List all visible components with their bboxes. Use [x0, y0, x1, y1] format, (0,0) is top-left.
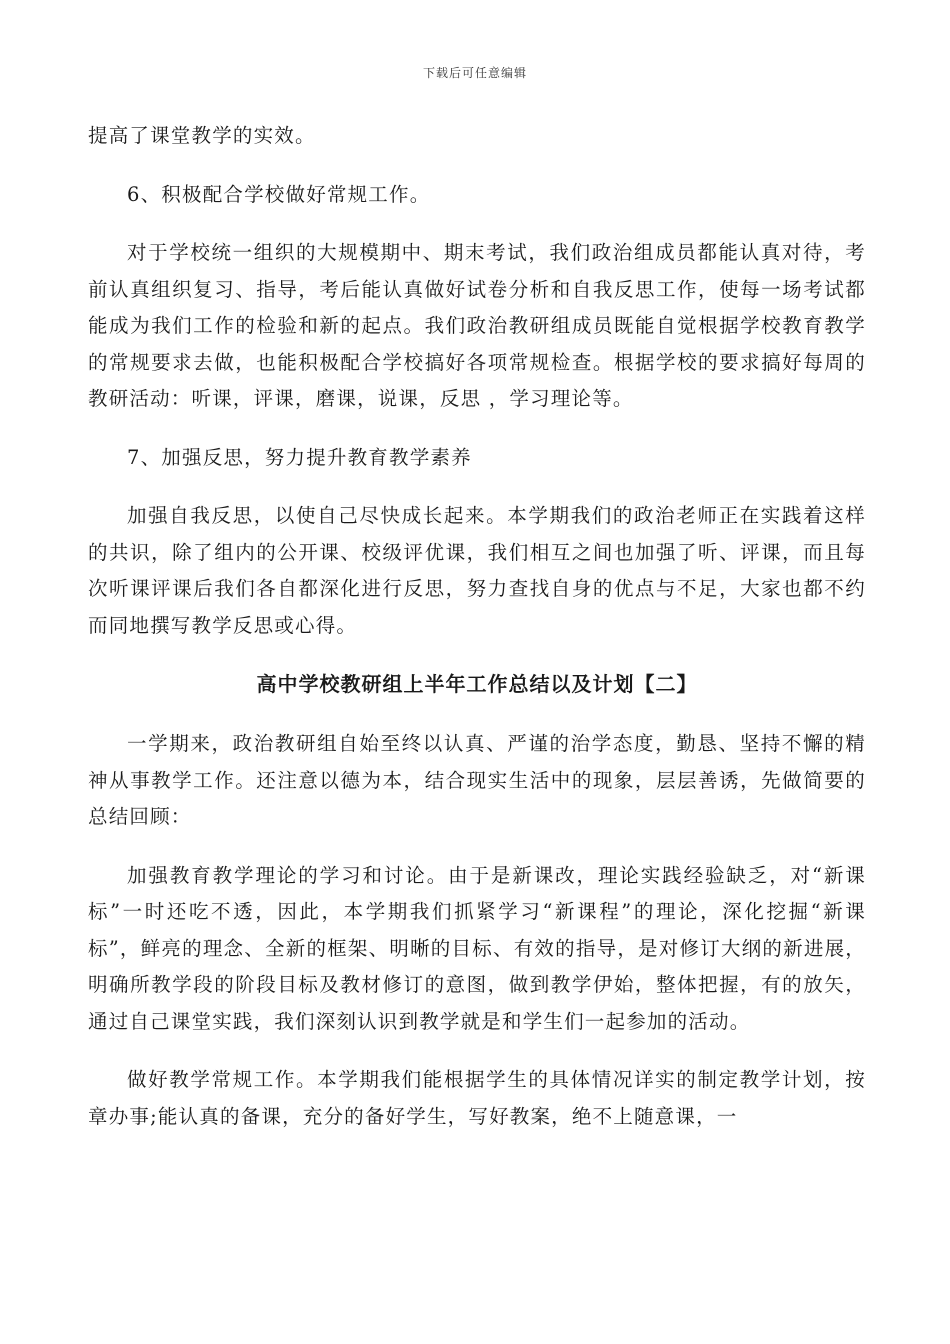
- paragraph-reflection: 加强自我反思，以使自己尽快成长起来。本学期我们的政治老师正在实践着这样的共识，除了组内的公开课、校级评优课，我们相互之间也加强了听、评课，而且每次听课评课后我们各自都深化进行反思，努力查找自身的优点与不足，大家也都不约而同地撰写教学反思或心得。: [88, 504, 866, 637]
- page-header: 下载后可任意编辑: [422, 66, 527, 80]
- item-heading-6: 6、积极配合学校做好常规工作。: [127, 182, 431, 206]
- paragraph-theory: 加强教育教学理论的学习和讨论。由于是新课改，理论实践经验缺乏，对“新课标”一时还吃不透，因此，本学期我们抓紧学习“新课程”的理论，深化挖掘“新课标”，鲜亮的理念、全新的框架、明晰的目标、有效的指导，是对修订大纲的新进展，明确所教学段的阶段目标及教材修订的意图，做到教学伊始，整体把握，有的放矢，通过自己课堂实践，我们深刻认识到教学就是和学生们一起参加的活动。: [88, 863, 866, 1033]
- paragraph-exams: 对于学校统一组织的大规模期中、期末考试，我们政治组成员都能认真对待，考前认真组织复习、指导，考后能认真做好试卷分析和自我反思工作，使每一场考试都能成为我们工作的检验和新的起点。我们政治教研组成员既能自觉根据学校教育教学的常规要求去做，也能积极配合学校搞好各项常规检查。根据学校的要求搞好每周的教研活动：听课，评课，磨课，说课，反思 ，学习理论等。: [88, 241, 866, 410]
- paragraph-intro: 一学期来，政治教研组自始至终以认真、严谨的治学态度，勤恳、坚持不懈的精神从事教学工作。还注意以德为本，结合现实生活中的现象，层层善诱，先做简要的总结回顾：: [88, 732, 866, 828]
- document-body: [88, 118, 866, 1157]
- paragraph-continuation: 提高了课堂教学的实效。: [88, 124, 316, 147]
- paragraph-routine: 做好教学常规工作。本学期我们能根据学生的具体情况详实的制定教学计划，按章办事;能认真的备课，充分的备好学生，写好教案，绝不上随意课，一: [88, 1068, 866, 1128]
- section-title: 高中学校教研组上半年工作总结以及计划【二】: [256, 672, 698, 696]
- item-heading-7: 7、加强反思，努力提升教育教学素养: [127, 445, 472, 469]
